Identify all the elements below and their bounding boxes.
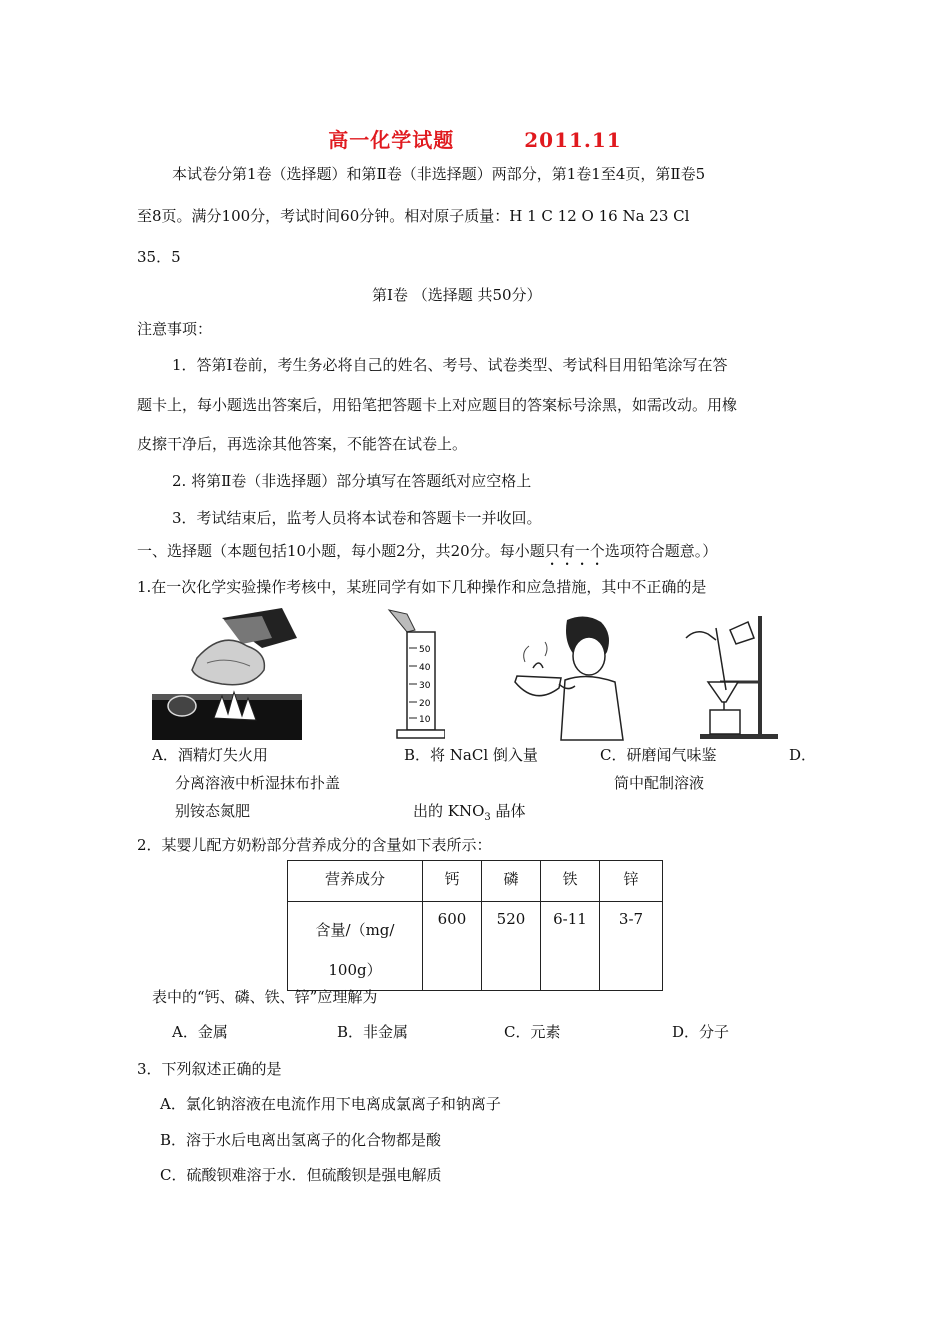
q2-after-table: 表中的“钙、磷、铁、锌”应理解为: [152, 988, 378, 1006]
q2-option-a: A．金属: [172, 1023, 228, 1041]
note-2: 2. 将第Ⅱ卷（非选择题）部分填写在答题纸对应空格上: [172, 472, 532, 490]
part1-before: 一、选择题（本题包括10小题，每小题2分，共20分。每小题: [137, 542, 545, 560]
notes-heading: 注意事项：: [137, 320, 213, 338]
part1-after: 选项符合题意。）: [604, 542, 718, 560]
table-header: 锌: [600, 861, 663, 902]
intro-line-3: 35．5: [137, 248, 181, 266]
table-cell: 3-7: [600, 902, 663, 991]
q1-option-b-line-3: [413, 800, 526, 823]
b-line3-sub: 3: [484, 812, 491, 823]
row-label-line-2: 100g）: [328, 961, 382, 979]
note-3: 3．考试结束后，监考人员将本试卷和答题卡一并收回。: [172, 509, 542, 527]
q1-option-a-line-2: 分离溶液中析湿抹布扑盖: [175, 774, 341, 792]
nutrition-table: [287, 860, 663, 991]
table-header: 营养成分: [288, 861, 423, 902]
q2-option-b: B．非金属: [337, 1023, 409, 1041]
title-main: 高一化学试题: [328, 128, 455, 152]
q1-stem: 1.在一次化学实验操作考核中，某班同学有如下几种操作和应急措施，其中不正确的是: [137, 578, 707, 596]
q1-option-a-line-3: 别铵态氮肥: [175, 802, 251, 820]
intro-line-2: 至8页。满分100分，考试时间60分钟。相对原子质量：H 1 C 12 O 16 Na 23 Cl: [137, 207, 690, 225]
cylinder-tick-label: 30: [419, 681, 431, 691]
q1-option-a-line-1: A．酒精灯失火用: [152, 746, 268, 764]
row-label-line-1: 含量/（mg/: [315, 921, 395, 939]
q3-option-a: A．氯化钠溶液在电流作用下电离成氯离子和钠离子: [160, 1095, 501, 1113]
note-1-line-1: 1．答第Ⅰ卷前，考生务必将自己的姓名、考号、试卷类型、考试科目用铅笔涂写在答: [172, 356, 728, 374]
b-line3-pre: 出的 KNO: [413, 802, 485, 820]
note-1-line-3: 皮擦干净后，再选涂其他答案，不能答在试卷上。: [137, 435, 468, 453]
table-cell: 6-11: [541, 902, 600, 991]
q1-option-c-line-2: 筒中配制溶液: [614, 774, 705, 792]
cylinder-tick-label: 20: [419, 699, 431, 709]
cylinder-tick-label: 40: [419, 663, 431, 673]
cylinder-tick-label: 10: [419, 715, 431, 725]
page-title: [0, 124, 950, 153]
q2-option-c: C．元素: [504, 1023, 561, 1041]
table-cell: 600: [423, 902, 482, 991]
table-row: [288, 902, 663, 991]
q1-option-d-line-1: D．: [789, 746, 817, 764]
cylinder-tick-label: 50: [419, 645, 431, 655]
boy-smelling-image: [505, 612, 635, 742]
table-header-row: [288, 861, 663, 902]
b-line3-post: 晶体: [490, 802, 526, 820]
cylinder-image: [385, 608, 445, 742]
q3-option-b: B．溶于水后电离出氢离子的化合物都是酸: [160, 1131, 442, 1149]
section1-title: 第Ⅰ卷 （选择题 共50分）: [372, 286, 542, 304]
q1-option-c-line-1: C．研磨闻气味鉴: [600, 746, 717, 764]
q3-stem: 3．下列叙述正确的是: [137, 1060, 282, 1078]
q1-option-b-line-1: B．将 NaCl 倒入量: [404, 746, 538, 764]
note-1-line-2: 题卡上，每小题选出答案后，用铅笔把答题卡上对应题目的答案标号涂黑，如需改动。用橡: [137, 396, 738, 414]
table-header: 磷: [482, 861, 541, 902]
filtration-image: [680, 610, 780, 740]
part1-emphasis: 只有一个: [544, 542, 605, 560]
table-row-label: [288, 902, 423, 991]
part1-heading: [137, 540, 717, 569]
table-header: 钙: [423, 861, 482, 902]
intro-line-1: 本试卷分第1卷（选择题）和第Ⅱ卷（非选择题）两部分，第1卷1至4页，第Ⅱ卷5: [172, 165, 706, 183]
lamp-fire-image: [152, 608, 302, 740]
title-date: 2011.11: [524, 128, 622, 152]
table-header: 铁: [541, 861, 600, 902]
q3-option-c: C．硫酸钡难溶于水．但硫酸钡是强电解质: [160, 1166, 442, 1184]
table-cell: 520: [482, 902, 541, 991]
q2-stem: 2．某婴儿配方奶粉部分营养成分的含量如下表所示：: [137, 836, 492, 854]
q2-option-d: D．分子: [672, 1023, 730, 1041]
